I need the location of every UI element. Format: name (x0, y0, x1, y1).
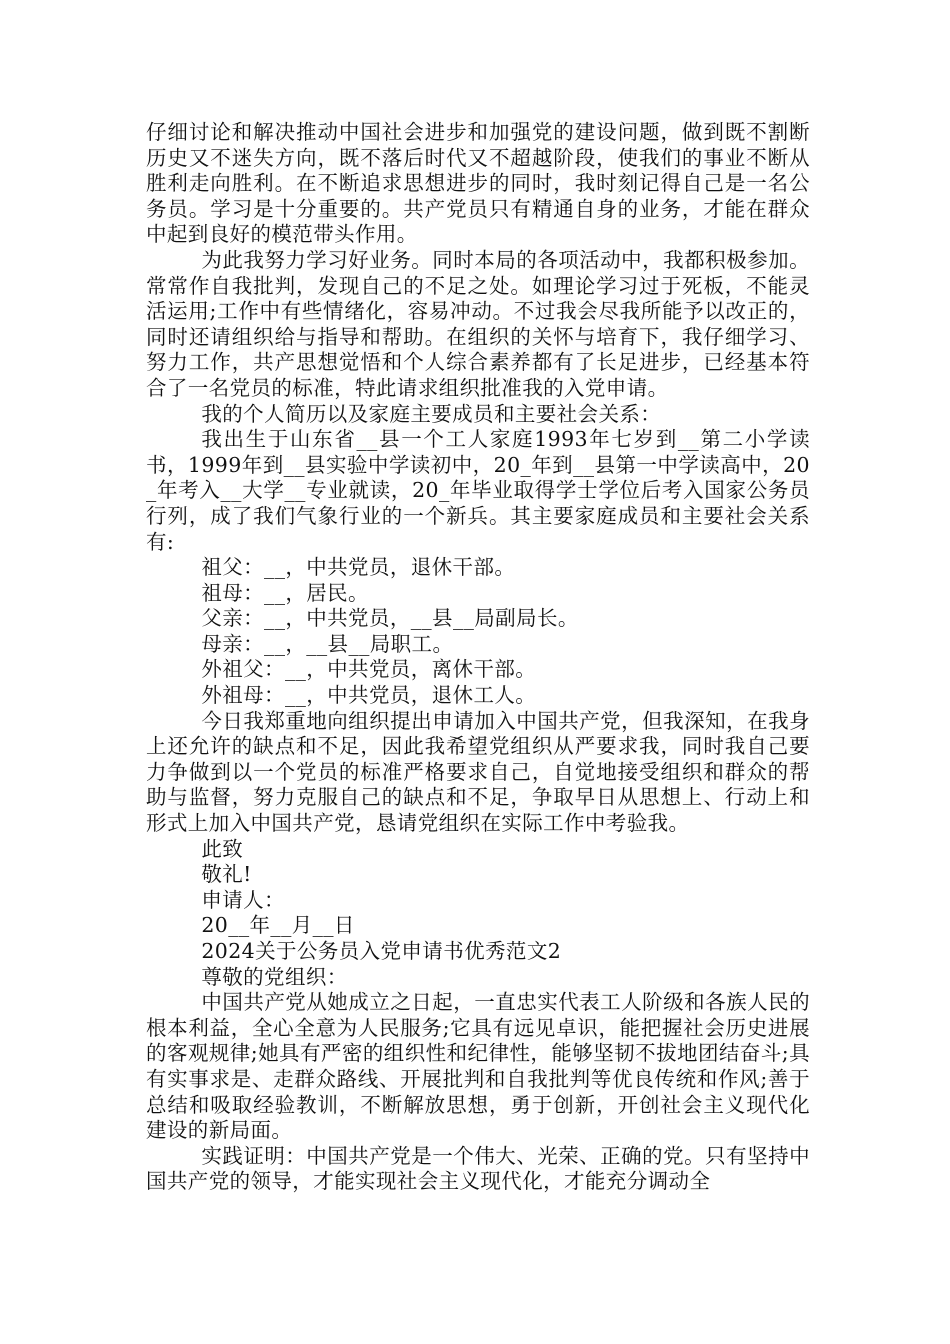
paragraph: 为此我努力学习好业务。同时本局的各项活动中，我都积极参加。常常作自我批判，发现自己的不足之处。如理论学习过于死板，不能灵活运用;工作中有些情绪化，容易冲动。不过我会尽我所能予以改正的，同时还请组织给与指导和帮助。在组织的关怀与培育下，我仔细学习、努力工作，共产思想觉悟和个人综合素养都有了长足进步，已经基本符合了一名党员的标准，特此请求组织批准我的入党申请。 (146, 247, 810, 400)
family-member-line: 外祖母：__，中共党员，退休工人。 (201, 683, 537, 708)
paragraph: 我的个人简历以及家庭主要成员和主要社会关系： (201, 401, 662, 426)
greeting-line: 尊敬的党组织： (201, 964, 348, 989)
family-member-line: 父亲：__，中共党员，__县__局副局长。 (201, 606, 579, 631)
paragraph: 中国共产党从她成立之日起，一直忠实代表工人阶级和各族人民的根本利益，全心全意为人民服务;它具有远见卓识，能把握社会历史进展的客观规律;她具有严密的组织性和纪律性，能够坚韧不拔地团结奋斗;具有实事求是、走群众路线、开展批判和自我批判等优良传统和作风;善于总结和吸取经验教训，不断解放思想，勇于创新，开创社会主义现代化建设的新局面。 (146, 990, 810, 1143)
section-title: 2024关于公务员入党申请书优秀范文2 (201, 939, 562, 963)
family-member-line: 外祖父：__，中共党员，离休干部。 (201, 657, 537, 682)
date-line: 20__年__月__日 (201, 913, 355, 938)
paragraph: 我出生于山东省__县一个工人家庭1993年七岁到__第二小学读书，1999年到__县实验中学读初中，20_年到__县第一中学读高中，20_年考入__大学__专业就读，20_年毕业取得学士学位后考入国家公务员行列，成了我们气象行业的一个新兵。其主要家庭成员和主要社会关系有: (146, 427, 810, 554)
applicant-line: 申请人： (201, 887, 285, 912)
document-body (146, 120, 810, 1195)
family-member-line: 祖母：__，居民。 (201, 580, 369, 605)
closing-line: 此致 (201, 836, 244, 861)
paragraph: 实践证明：中国共产党是一个伟大、光荣、正确的党。只有坚持中国共产党的领导，才能实现社会主义现代化，才能充分调动全 (146, 1143, 810, 1194)
paragraph: 仔细讨论和解决推动中国社会进步和加强党的建设问题，做到既不割断历史又不迷失方向，既不落后时代又不超越阶段，使我们的事业不断从胜利走向胜利。在不断追求思想进步的同时，我时刻记得自己是一名公务员。学习是十分重要的。共产党员只有精通自身的业务，才能在群众中起到良好的模范带头作用。 (146, 120, 810, 247)
salutation-line: 敬礼! (201, 862, 252, 887)
family-member-line: 祖父：__，中共党员，退休干部。 (201, 555, 516, 580)
paragraph: 今日我郑重地向组织提出申请加入中国共产党，但我深知，在我身上还允许的缺点和不足，因此我希望党组织从严要求我，同时我自己要力争做到以一个党员的标准严格要求自己，自觉地接受组织和群众的帮助与监督，努力克服自己的缺点和不足，争取早日从思想上、行动上和形式上加入中国共产党，恳请党组织在实际工作中考验我。 (146, 708, 810, 836)
family-member-line: 母亲：__，__县__局职工。 (201, 631, 454, 656)
